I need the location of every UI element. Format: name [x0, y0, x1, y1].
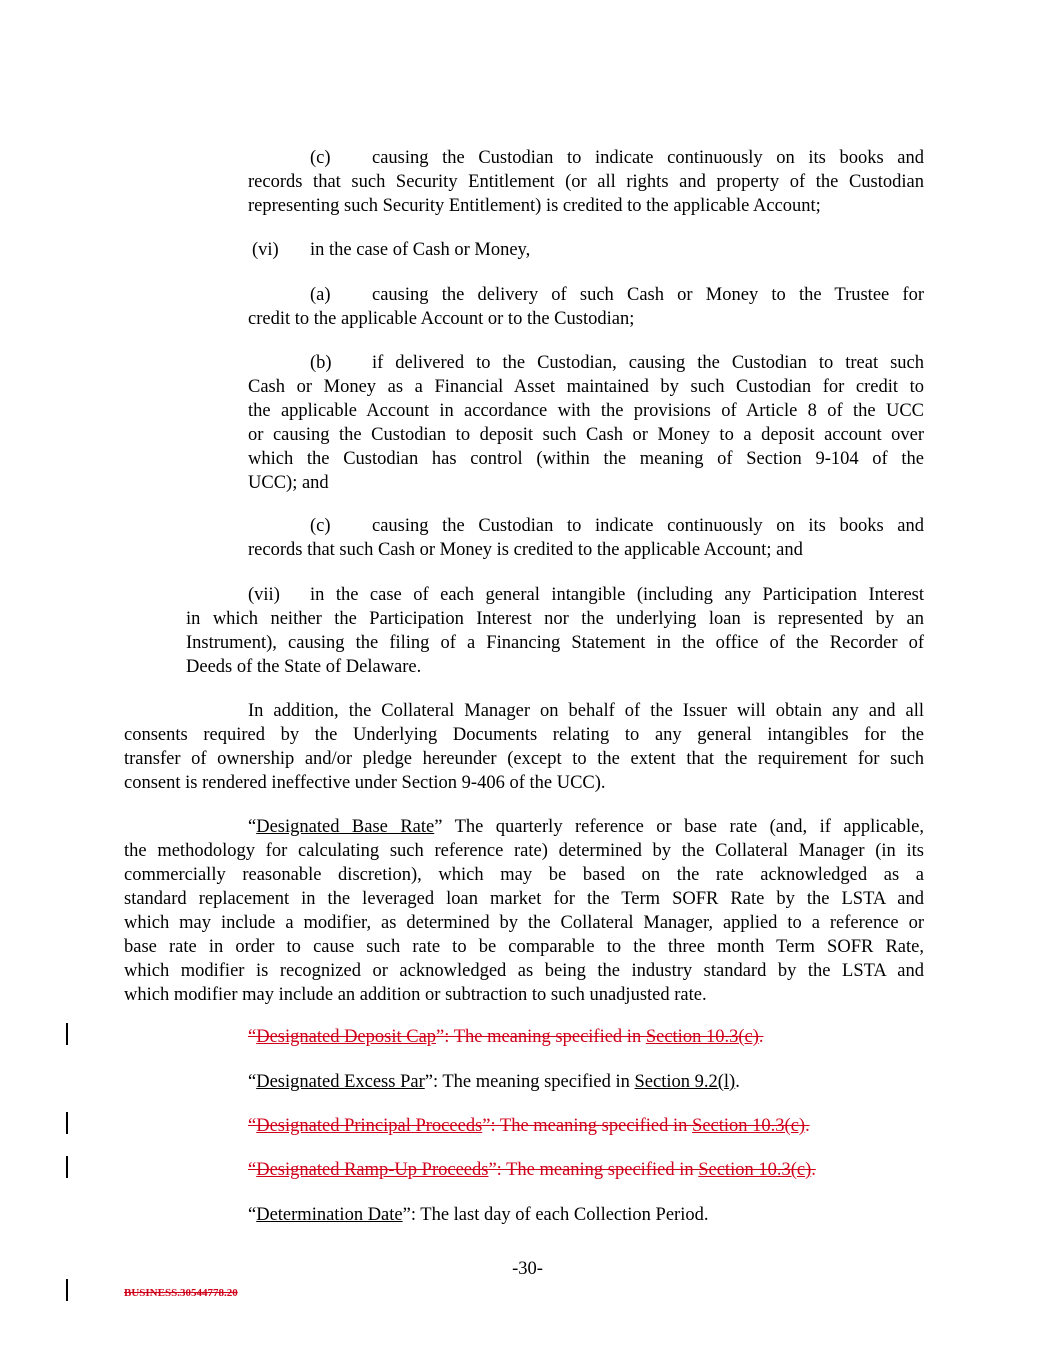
- definition-designated-ramp-up-proceeds: “Designated Ramp-Up Proceeds”: The meaning specified in Section 10.3(c).: [248, 1160, 816, 1180]
- definition-designated-deposit-cap: “Designated Deposit Cap”: The meaning specified in Section 10.3(c).: [248, 1027, 764, 1047]
- definition-designated-excess-par: “Designated Excess Par”: The meaning specified in Section 9.2(l).: [248, 1072, 740, 1092]
- marker: (a): [310, 285, 331, 305]
- document-id: BUSINESS.30544778.20: [124, 1287, 238, 1299]
- definition-designated-principal-proceeds: “Designated Principal Proceeds”: The meaning specified in Section 10.3(c).: [248, 1116, 810, 1136]
- change-bar: [66, 1112, 68, 1134]
- defined-term: Determination Date: [256, 1205, 403, 1225]
- definition-determination-date: “Determination Date”: The last day of each Collection Period.: [248, 1205, 709, 1225]
- marker: (b): [310, 353, 332, 373]
- marker: (c): [310, 148, 331, 168]
- marker: (vi): [252, 240, 279, 260]
- defined-term: Designated Base Rate: [256, 817, 435, 837]
- defined-term: Designated Ramp-Up Proceeds: [256, 1160, 489, 1180]
- paragraph-vi-cash: (vi) in the case of Cash or Money,: [252, 240, 531, 260]
- paragraph-b-custodian: (b) if delivered to the Custodian, causing the Custodian to treat such Cash or Money as a Financial Asset maintained by such Custodian for credit to the applicable Account in accordance with the provisions of Article 8 of the UCC or causing the Custodian to deposit such Cash or Money to a deposit account over which the Custodian has control (within the meaning of Section 9-104 of the UCC); and: [248, 353, 924, 493]
- paragraph-vii-general-intangible: (vii) in the case of each general intangible (including any Participation Interest in which neither the Participation Interest nor the underlying loan is represented by an Instrument), causing the filing of a Financing Statement in the office of the Recorder of Deeds of the State of Delaware.: [186, 585, 924, 677]
- paragraph-consents: In addition, the Collateral Manager on behalf of the Issuer will obtain any and all consents required by the Underlying Documents relating to any general intangibles for the transfer of ownership and/or pledge hereunder (except to the extent that the requirement for such consent is rendered ineffective under Section 9-406 of the UCC).: [124, 701, 924, 793]
- defined-term: Designated Principal Proceeds: [256, 1116, 483, 1136]
- paragraph-c-cash: (c) causing the Custodian to indicate continuously on its books and records that such Cash or Money is credited to the applicable Account; and: [248, 516, 924, 560]
- page-number: -30-: [512, 1259, 543, 1279]
- section-reference: Section 10.3(c): [698, 1160, 812, 1180]
- change-bar: [66, 1279, 68, 1301]
- marker: (c): [310, 516, 331, 536]
- section-reference: Section 10.3(c): [645, 1027, 759, 1047]
- defined-term: Designated Deposit Cap: [256, 1027, 437, 1047]
- section-reference: Section 10.3(c): [692, 1116, 806, 1136]
- section-reference: Section 9.2(l): [634, 1072, 736, 1092]
- marker: (vii): [248, 585, 280, 605]
- definition-designated-base-rate: “Designated Base Rate” The quarterly reference or base rate (and, if applicable, the methodology for calculating such reference rate) determined by the Collateral Manager (in its commercially reasonable discretion), which may be based on the rate acknowledged as a standard replacement in the leveraged loan market for the Term SOFR Rate by the LSTA and which may include a modifier, as determined by the Collateral Manager, applied to a reference or base rate in order to cause such rate to be comparable to the three month Term SOFR Rate, which modifier is recognized or acknowledged as being the industry standard by the LSTA and which modifier may include an addition or subtraction to such unadjusted rate.: [124, 817, 925, 1005]
- defined-term: Designated Excess Par: [256, 1072, 425, 1092]
- change-bar: [66, 1156, 68, 1178]
- paragraph-a-delivery: (a) causing the delivery of such Cash or Money to the Trustee for credit to the applicable Account or to the Custodian;: [248, 285, 924, 329]
- change-bar: [66, 1023, 68, 1045]
- paragraph-c-security-entitlement: (c) causing the Custodian to indicate continuously on its books and records that such Security Entitlement (or all rights and property of the Custodian representing such Security Entitlement) is credited to the applicable Account;: [248, 148, 924, 216]
